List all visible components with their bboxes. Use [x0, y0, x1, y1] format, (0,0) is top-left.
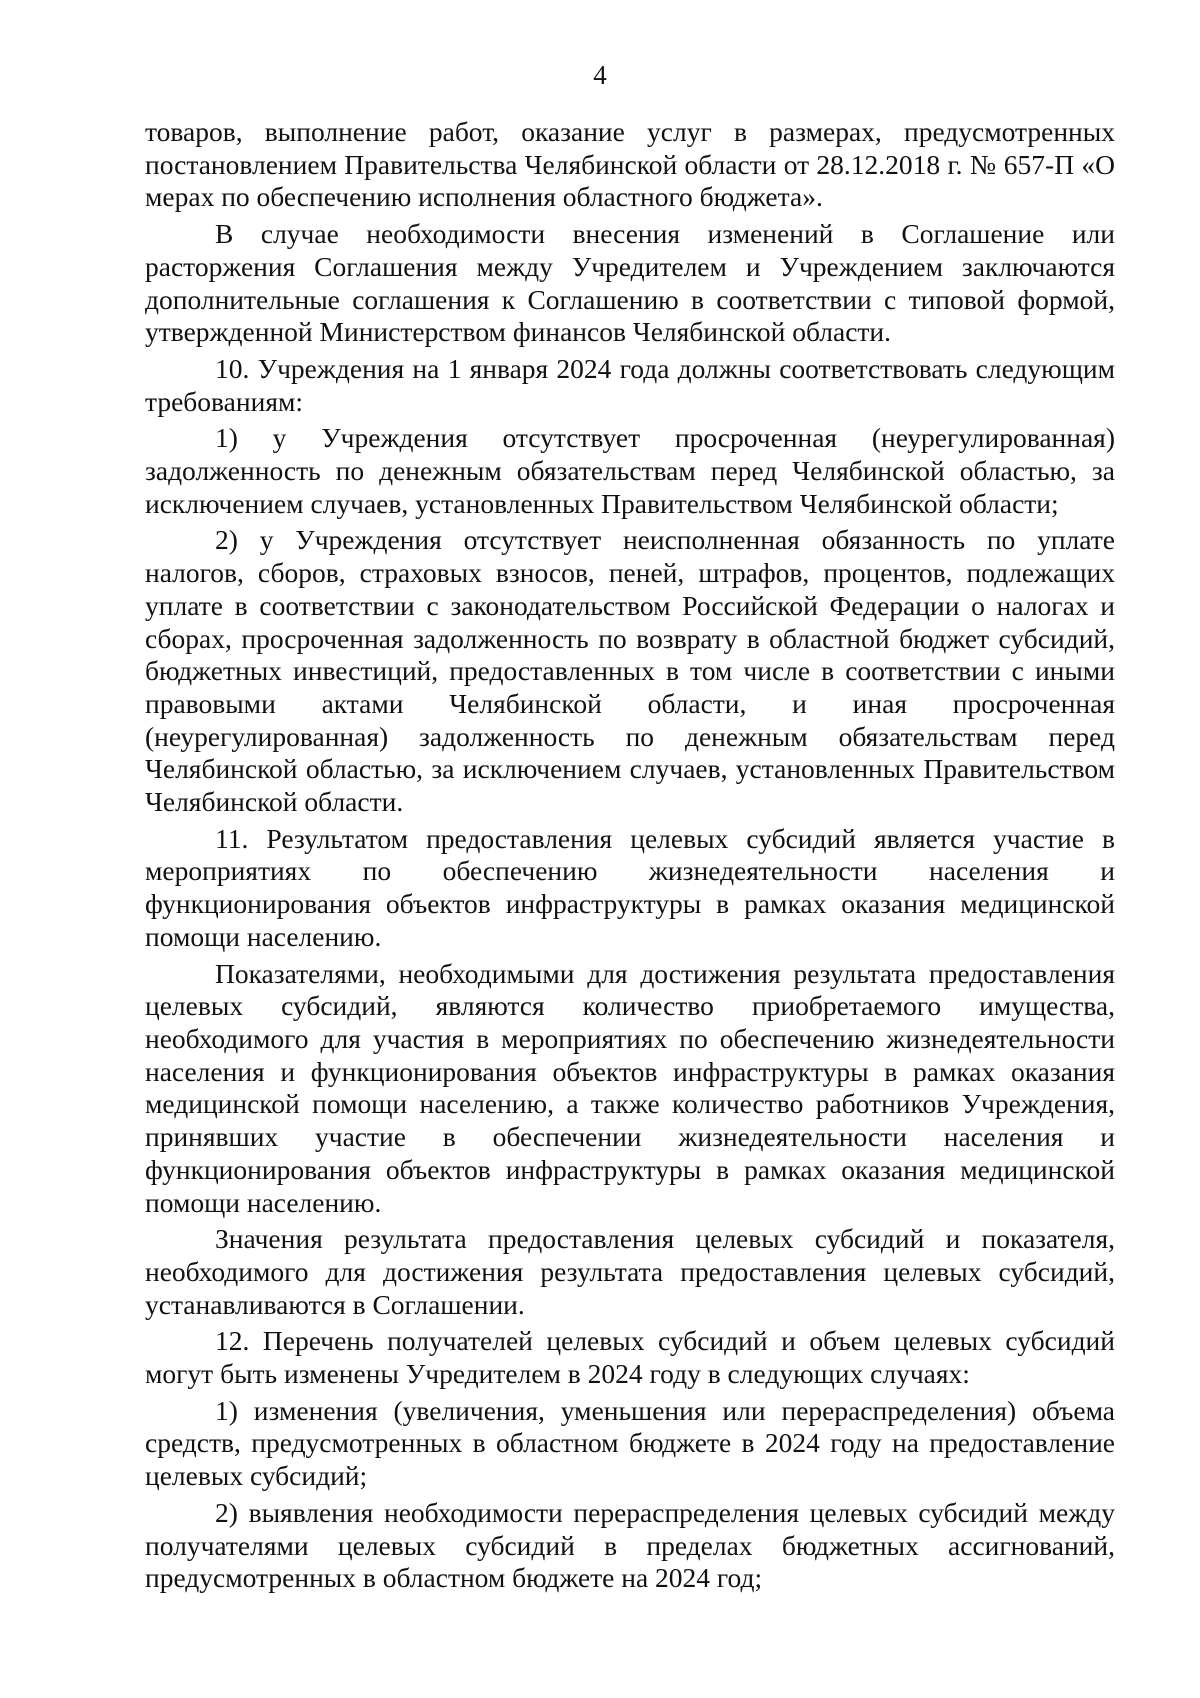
paragraph-item-11: 11. Результатом предоставления целевых субсидий является участие в мероприятиях по обеспечению жизнедеятельности населения и функционирования объектов инфраструктуры в рамках оказания медицинской помощи населению.: [145, 822, 1115, 952]
paragraph-item-12-2: 2) выявления необходимости перераспределения целевых субсидий между получателями целевых субсидий в пределах бюджетных ассигнований, предусмотренных в областном бюджете на 2024 год;: [145, 1496, 1115, 1594]
paragraph-item-12-1: 1) изменения (увеличения, уменьшения или перераспределения) объема средств, предусмотренных в областном бюджете в 2024 году на предоставление целевых субсидий;: [145, 1394, 1115, 1492]
paragraph-indicators: Показателями, необходимыми для достижения результата предоставления целевых субсидий, являются количество приобретаемого имущества, необходимого для участия в мероприятиях по обеспечению жизнедеятельности населения и функционирования объектов инфраструктуры в рамках оказания медицинской помощи населению, а также количество работников Учреждения, принявших участие в обеспечении жизнедеятельности населения и функционирования объектов инфраструктуры в рамках оказания медицинской помощи населению.: [145, 957, 1115, 1218]
document-body: [145, 116, 1115, 1595]
paragraph-item-10-2: 2) у Учреждения отсутствует неисполненная обязанность по уплате налогов, сборов, страховых взносов, пеней, штрафов, процентов, подлежащих уплате в соответствии с законодательством Российской Федерации о налогах и сборах, просроченная задолженность по возврату в областной бюджет субсидий, бюджетных инвестиций, предоставленных в том числе в соответствии с иными правовыми актами Челябинской области, и иная просроченная (неурегулированная) задолженность по денежным обязательствам перед Челябинской областью, за исключением случаев, установленных Правительством Челябинской области.: [145, 524, 1115, 818]
paragraph-continuation: товаров, выполнение работ, оказание услуг в размерах, предусмотренных постановлением Правительства Челябинской области от 28.12.2018 г. № 657-П «О мерах по обеспечению исполнения областного бюджета».: [145, 116, 1115, 213]
paragraph-item-10-1: 1) у Учреждения отсутствует просроченная (неурегулированная) задолженность по денежным обязательствам перед Челябинской областью, за исключением случаев, установленных Правительством Челябинской области;: [145, 422, 1115, 519]
paragraph-agreement-changes: В случае необходимости внесения изменений в Соглашение или расторжения Соглашения между Учредителем и Учреждением заключаются дополнительные соглашения к Соглашению в соответствии с типовой формой, утвержденной Министерством финансов Челябинской области.: [145, 218, 1115, 348]
paragraph-values: Значения результата предоставления целевых субсидий и показателя, необходимого для достижения результата предоставления целевых субсидий, устанавливаются в Соглашении.: [145, 1223, 1115, 1320]
page-number: 4: [593, 60, 607, 90]
paragraph-item-12: 12. Перечень получателей целевых субсидий и объем целевых субсидий могут быть изменены Учредителем в 2024 году в следующих случаях:: [145, 1325, 1115, 1390]
paragraph-item-10: 10. Учреждения на 1 января 2024 года должны соответствовать следующим требованиям:: [145, 352, 1115, 417]
